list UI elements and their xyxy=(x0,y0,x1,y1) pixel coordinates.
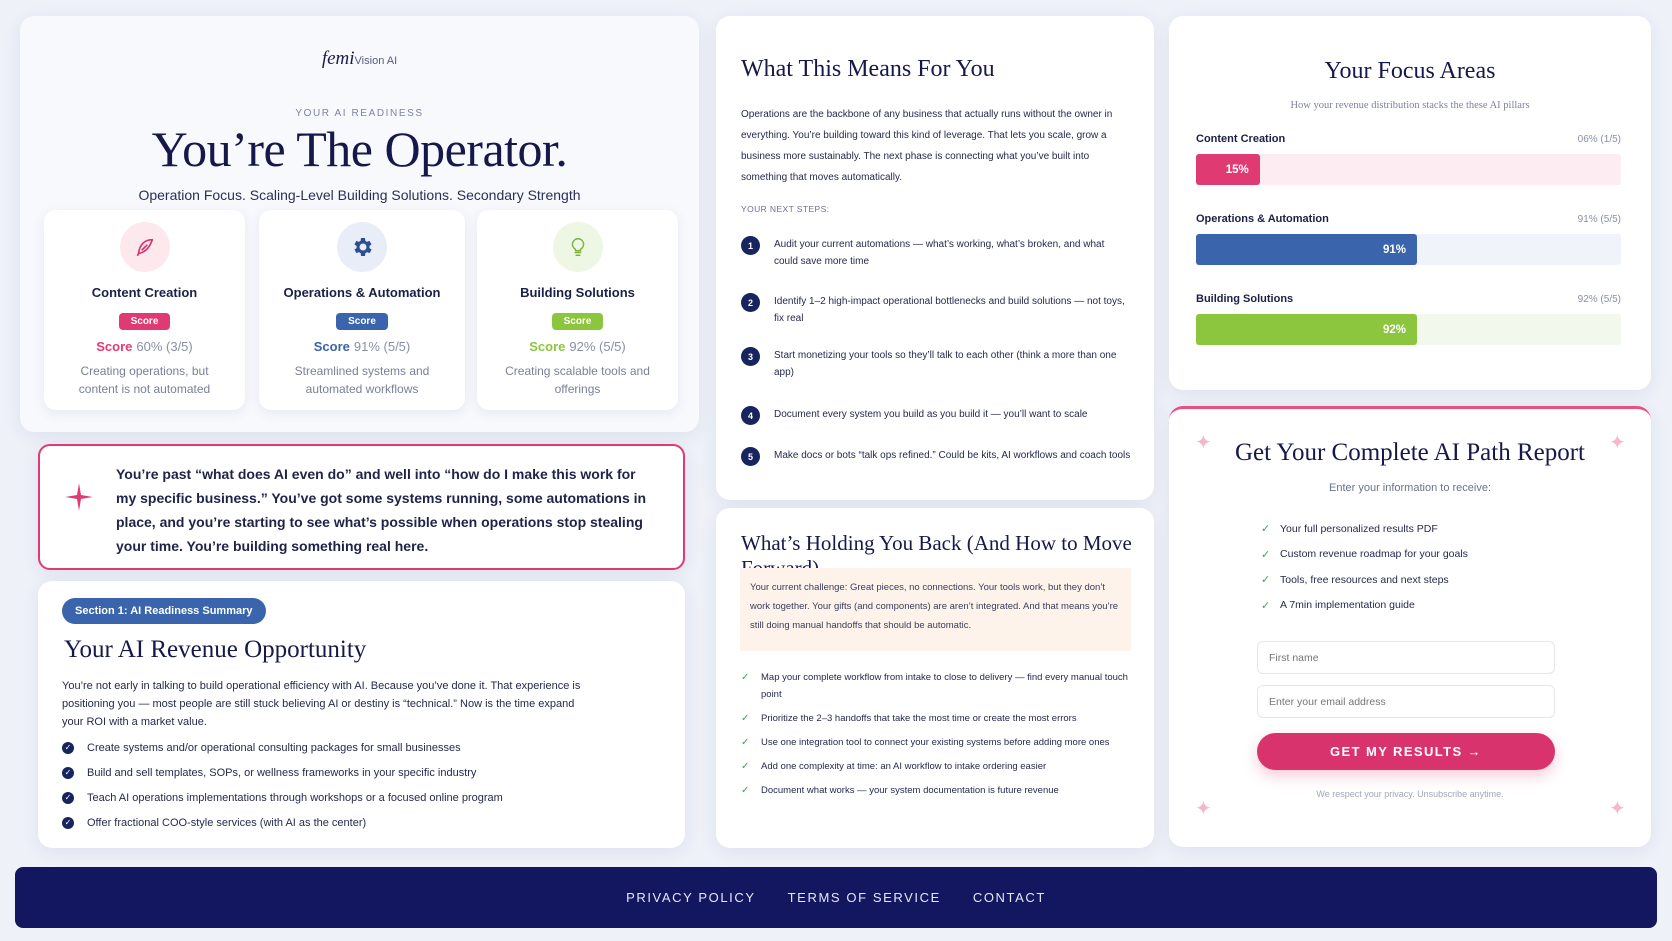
feather-icon xyxy=(120,222,170,272)
action-list xyxy=(741,669,1131,806)
holding-back-card xyxy=(716,508,1154,848)
bar-track xyxy=(1196,154,1621,185)
list-item-text: Use one integration tool to connect your existing systems before adding more ones xyxy=(761,737,1110,748)
step-item xyxy=(741,447,1131,466)
step-number: 2 xyxy=(741,293,760,312)
hero-eyebrow: YOUR AI READINESS xyxy=(295,108,424,119)
step-number: 4 xyxy=(741,406,760,425)
score-label: Score xyxy=(96,339,133,354)
list-item xyxy=(741,758,1131,775)
pillar-title: Building Solutions xyxy=(520,285,635,300)
brand-logo[interactable] xyxy=(20,48,699,70)
list-item-text: Teach AI operations implementations through workshops or a focused online program xyxy=(87,791,503,804)
focus-bar-content-creation xyxy=(1196,133,1621,185)
bar-value: 92% (5/5) xyxy=(1577,294,1621,305)
bar-fill: 92% xyxy=(1196,314,1417,345)
step-item xyxy=(741,236,1131,270)
lightbulb-icon xyxy=(553,222,603,272)
score-label: Score xyxy=(313,339,350,354)
step-text: Start monetizing your tools so they’ll talk to each other (think a more than one app) xyxy=(774,350,1117,378)
list-item-text: Custom revenue roadmap for your goals xyxy=(1280,548,1468,561)
focus-areas-card xyxy=(1169,16,1651,390)
step-item xyxy=(741,406,1131,425)
opportunity-list xyxy=(62,735,503,835)
pillar-card-content-creation xyxy=(44,210,245,410)
contact-link[interactable]: CONTACT xyxy=(972,890,1046,905)
list-item xyxy=(1261,516,1468,542)
bar-track xyxy=(1196,234,1621,265)
check-icon: ✓ xyxy=(1261,548,1271,561)
check-icon: ✓ xyxy=(741,785,750,796)
list-item-text: Tools, free resources and next steps xyxy=(1280,573,1449,586)
section-body: Operations are the backbone of any business that actually runs without the owner in everything. You’re building toward this kind of leverage. That lets you scale, grow a business more sustainably. The next phase is connecting what you’ve built into something that moves automatically. xyxy=(741,109,1113,183)
list-item-text: Create systems and/or operational consulting packages for small businesses xyxy=(87,741,461,754)
list-item-text: Build and sell templates, SOPs, or wellness frameworks in your specific industry xyxy=(87,766,477,779)
first-name-field[interactable] xyxy=(1257,641,1555,674)
list-item xyxy=(62,810,503,835)
logo-script: femi xyxy=(321,48,355,69)
list-item xyxy=(741,734,1131,751)
gear-icon xyxy=(337,222,387,272)
pillar-description: Creating scalable tools and offerings xyxy=(505,364,650,396)
what-this-means-card xyxy=(716,16,1154,500)
bar-label: Operations & Automation xyxy=(1196,213,1329,225)
step-number: 3 xyxy=(741,347,760,366)
section-subtitle: Enter your information to receive: xyxy=(1328,482,1492,494)
score-badge: Score xyxy=(119,313,171,330)
check-icon: ✓ xyxy=(741,713,750,724)
pillar-score xyxy=(44,339,245,354)
get-results-button[interactable]: GET MY RESULTS → xyxy=(1257,733,1555,770)
sparkle-icon: ✦ xyxy=(1609,432,1626,454)
terms-of-service-link[interactable]: TERMS OF SERVICE xyxy=(787,890,941,905)
score-value: 92% (5/5) xyxy=(569,339,626,354)
bar-value: 91% (5/5) xyxy=(1577,214,1621,225)
insight-quote-card xyxy=(38,444,685,570)
list-item xyxy=(62,760,503,785)
section-title: What This Means For You xyxy=(741,56,995,82)
sparkle-icon: ✦ xyxy=(1195,432,1212,454)
report-signup-card xyxy=(1169,406,1651,847)
bar-label: Content Creation xyxy=(1196,133,1286,145)
list-item xyxy=(62,735,503,760)
step-text: Identify 1–2 high-impact operational bottlenecks and build solutions — not toys, fix real xyxy=(774,296,1125,324)
section-title: Your AI Revenue Opportunity xyxy=(64,636,367,663)
list-item xyxy=(741,782,1131,799)
list-item-text: Document what works — your system documentation is future revenue xyxy=(761,785,1059,796)
bar-fill: 15% xyxy=(1196,154,1260,185)
bar-label: Building Solutions xyxy=(1196,293,1294,305)
check-circle-icon: ✓ xyxy=(62,742,74,754)
site-footer xyxy=(15,867,1657,928)
section-subtitle: How your revenue distribution stacks the these AI pillars xyxy=(1290,100,1530,111)
check-icon: ✓ xyxy=(1261,599,1271,612)
pillar-description: Streamlined systems and automated workflows xyxy=(294,364,430,396)
list-item xyxy=(1261,567,1468,593)
step-item xyxy=(741,347,1131,381)
check-circle-icon: ✓ xyxy=(62,792,74,804)
list-item xyxy=(741,669,1131,703)
logo-text: Vision AI xyxy=(354,55,398,67)
check-icon: ✓ xyxy=(1261,523,1271,536)
score-badge: Score xyxy=(552,313,604,330)
sparkle-icon: ✦ xyxy=(1609,798,1626,820)
check-icon: ✓ xyxy=(741,761,750,772)
pillar-card-operations xyxy=(259,210,465,410)
step-text: Document every system you build as you build it — you’ll want to scale xyxy=(774,409,1088,420)
readiness-hero-card xyxy=(20,16,699,432)
section-body: You’re not early in talking to build operational efficiency with AI. Because you’ve done it. That experience is positioning you — most people are still stuck believing AI or destiny is “technical.” Now is the time expand your ROI with a market value. xyxy=(62,680,581,728)
hero-subtitle: Operation Focus. Scaling-Level Building Solutions. Secondary Strength xyxy=(138,187,581,203)
section-title: Your Focus Areas xyxy=(1324,58,1496,84)
pillar-title: Content Creation xyxy=(91,285,198,300)
check-icon: ✓ xyxy=(741,672,750,683)
check-icon: ✓ xyxy=(1261,574,1271,587)
list-item xyxy=(62,785,503,810)
list-item-text: Map your complete workflow from intake to close to delivery — find every manual touch point xyxy=(761,672,1128,700)
pillar-card-building-solutions xyxy=(477,210,678,410)
score-badge: Score xyxy=(336,313,388,330)
check-circle-icon: ✓ xyxy=(62,817,74,829)
next-steps-label: YOUR NEXT STEPS: xyxy=(741,204,830,214)
privacy-note: We respect your privacy. Unsubscribe anytime. xyxy=(1316,789,1504,799)
email-field[interactable] xyxy=(1257,685,1555,718)
list-item xyxy=(1261,542,1468,568)
list-item xyxy=(741,710,1131,727)
score-value: 60% (3/5) xyxy=(136,339,193,354)
page-title: You’re The Operator. xyxy=(151,121,568,177)
list-item xyxy=(1261,593,1468,619)
report-benefits-list xyxy=(1261,516,1468,618)
pillar-title: Operations & Automation xyxy=(283,285,441,300)
pillar-score xyxy=(259,339,465,354)
step-item xyxy=(741,293,1131,327)
list-item-text: Prioritize the 2–3 handoffs that take the most time or create the most errors xyxy=(761,713,1077,724)
list-item-text: A 7min implementation guide xyxy=(1280,599,1415,612)
list-item-text: Your full personalized results PDF xyxy=(1280,522,1438,535)
bar-track xyxy=(1196,314,1621,345)
focus-bar-building-solutions xyxy=(1196,293,1621,345)
section-pill: Section 1: AI Readiness Summary xyxy=(62,598,266,624)
step-number: 1 xyxy=(741,236,760,255)
insight-quote-text: You’re past “what does AI even do” and well into “how do I make this work for my specific business.” You’ve got some systems running, some automations in place, and you’re starting to see what’s possible when operations stop stealing your time. You’re building something real here. xyxy=(116,466,647,554)
score-label: Score xyxy=(529,339,566,354)
revenue-opportunity-card xyxy=(38,581,685,848)
pillar-score xyxy=(477,339,678,354)
bar-value: 06% (1/5) xyxy=(1577,134,1621,145)
step-text: Make docs or bots “talk ops refined.” Could be kits, AI workflows and coach tools xyxy=(774,450,1131,461)
section-title: What’s Holding You Back (And How to Move xyxy=(741,531,1132,555)
sparkle-icon xyxy=(64,482,94,517)
bar-fill: 91% xyxy=(1196,234,1417,265)
step-number: 5 xyxy=(741,447,760,466)
score-value: 91% (5/5) xyxy=(353,339,411,354)
check-icon: ✓ xyxy=(741,737,750,748)
challenge-callout: Your current challenge: Great pieces, no connections. Your tools work, but they don’t work together. Your gifts (and components) are aren’t integrated. And that means you’re still doing manual handoffs that should be automatic. xyxy=(740,568,1131,651)
sparkle-icon: ✦ xyxy=(1195,798,1212,820)
list-item-text: Offer fractional COO-style services (with AI as the center) xyxy=(87,816,367,829)
pillar-description: Creating operations, but content is not automated xyxy=(78,364,211,396)
focus-bar-operations xyxy=(1196,213,1621,265)
check-circle-icon: ✓ xyxy=(62,767,74,779)
step-text: Audit your current automations — what’s working, what’s broken, and what could save more time xyxy=(774,239,1105,267)
list-item-text: Add one complexity at time: an AI workflow to intake ordering easier xyxy=(761,761,1047,772)
privacy-policy-link[interactable]: PRIVACY POLICY xyxy=(626,890,756,905)
section-title: Get Your Complete AI Path Report xyxy=(1235,439,1585,466)
